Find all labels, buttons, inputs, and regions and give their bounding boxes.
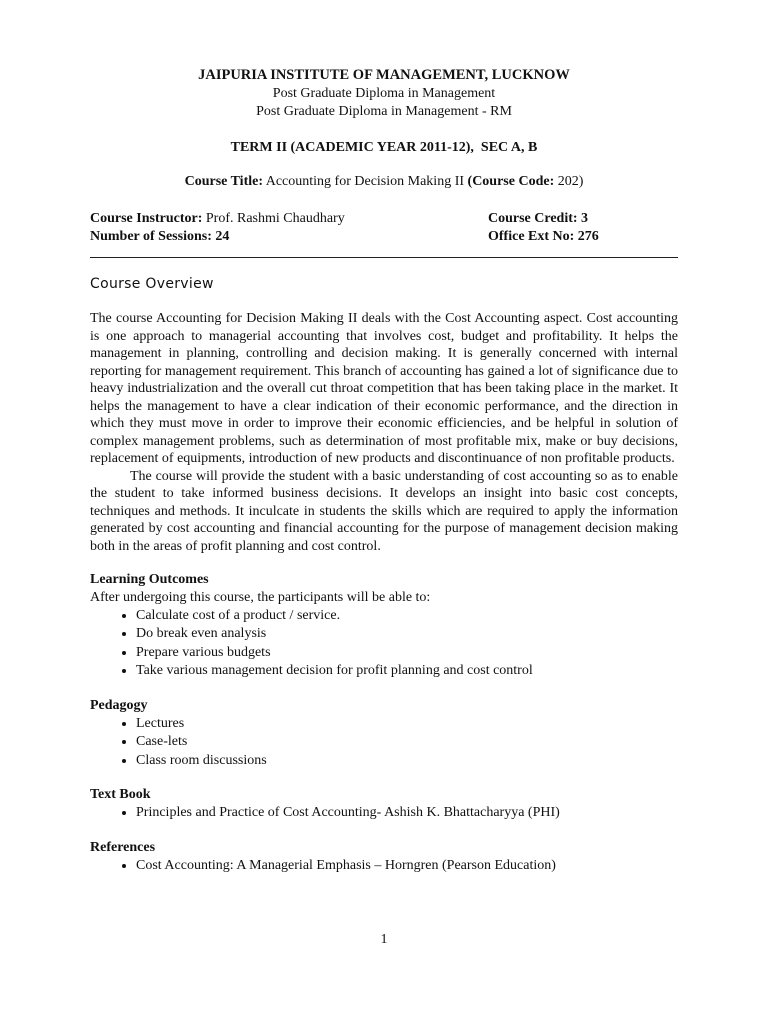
list-item: • Lectures (136, 715, 678, 734)
pedagogy-heading: Pedagogy (90, 697, 148, 713)
textbook-heading: Text Book (90, 787, 151, 802)
info-row-2 (90, 228, 678, 246)
references-heading: References (90, 839, 156, 855)
course-overview-heading: Course Overview (90, 276, 214, 292)
horizontal-rule (90, 257, 678, 258)
course-title-value: Accounting for Decision Making II (265, 174, 465, 189)
page-number: 1 (380, 932, 388, 947)
pedagogy-list (90, 715, 678, 771)
instructor-label: Course Instructor: (90, 211, 203, 226)
institute-name: JAIPURIA INSTITUTE OF MANAGEMENT, LUCKNOW (198, 67, 570, 83)
learning-outcomes-heading: Learning Outcomes (90, 572, 209, 587)
overview-paragraph-1: The course Accounting for Decision Making II deals with the Cost Accounting aspect. Cost accounting is one approach to managerial accounting that involves cost, budget and profitability. It helps the management in planning, controlling and decision making. It is generally concerned with internal reporting for management requirement. This branch of accounting has gained a lot of significance due to heavy industrialization and the overall cut throat competition that has been taking place in the market. It helps the management to have a clear indication of their economic performance, and the direction in which they must move in order to improve their economic efficiencies, and be helpful in solution of complex management problems, such as determination of most profitable mix, make or buy decisions, replacement of equipments, introduction of new products and discontinuance of non profitable products. (90, 311, 678, 466)
references-list (90, 857, 678, 876)
references-section (90, 839, 678, 876)
info-row-1 (90, 210, 678, 228)
overview-paragraph-2: The course will provide the student with a basic understanding of cost accounting so as to enable the student to take informed business decisions. It develops an insight into basic cost concepts, techniques and methods. It inculcate in students the skills which are required to apply the information generated by cost accounting and financial accounting for the purpose of management decision making both in the areas of profit planning and cost control. (90, 468, 678, 554)
program-line-2: Post Graduate Diploma in Management - RM (256, 104, 512, 119)
course-title-line (90, 174, 678, 190)
term-line: TERM II (ACADEMIC YEAR 2011-12), SEC A, B (230, 140, 538, 155)
pedagogy-section (90, 697, 678, 771)
sessions: Number of Sessions: 24 (90, 229, 230, 244)
list-item: • Take various management decision for profit planning and cost control (136, 662, 678, 681)
list-item: • Prepare various budgets (136, 644, 678, 663)
learning-outcomes-list (90, 607, 678, 681)
instructor-value: Prof. Rashmi Chaudhary (205, 211, 345, 226)
course-code-value: 202) (557, 174, 584, 189)
learning-outcomes-section (90, 571, 678, 681)
list-item: • Cost Accounting: A Managerial Emphasis – Horngren (Pearson Education) (136, 857, 678, 876)
learning-outcomes-intro: After undergoing this course, the participants will be able to: (90, 590, 431, 605)
textbook-section (90, 786, 678, 823)
course-title-label: Course Title: (184, 174, 263, 189)
list-item: • Calculate cost of a product / service. (136, 607, 678, 626)
course-credit: Course Credit: 3 (488, 211, 589, 226)
office-ext: Office Ext No: 276 (488, 229, 599, 244)
list-item: • Do break even analysis (136, 625, 678, 644)
textbook-list (90, 804, 678, 823)
list-item: • Class room discussions (136, 752, 678, 771)
list-item: • Case-lets (136, 733, 678, 752)
course-code-label: (Course Code: (467, 174, 555, 189)
list-item: • Principles and Practice of Cost Accounting- Ashish K. Bhattacharyya (PHI) (136, 804, 678, 823)
course-info (90, 210, 678, 246)
program-line-1: Post Graduate Diploma in Management (272, 86, 496, 101)
